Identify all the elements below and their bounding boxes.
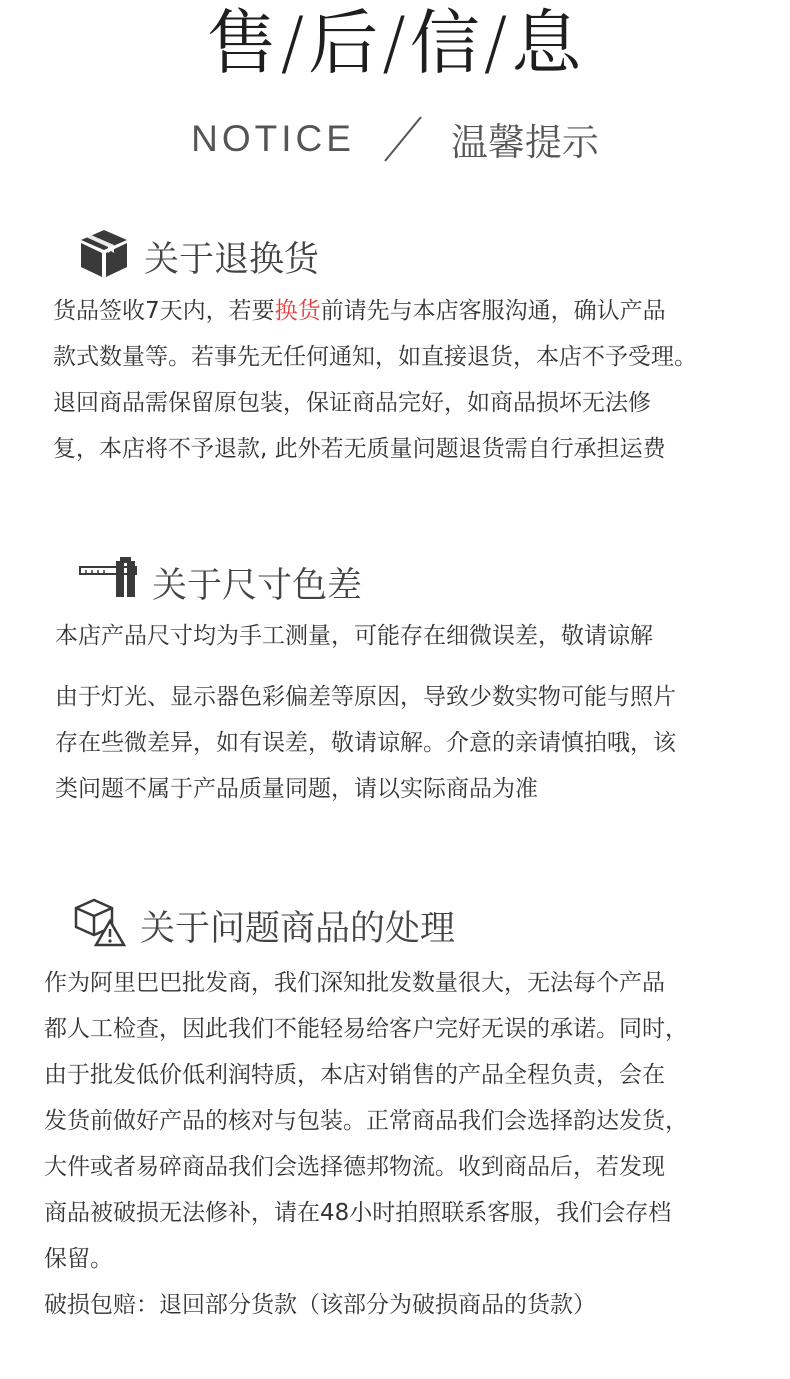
text-line: 存在些微差异，如有误差，敬请谅解。介意的亲请慎拍哦，该 — [55, 730, 676, 756]
text-span: 前请先与本店客服沟通，确认产品 — [320, 298, 666, 324]
color-diff-paragraph — [55, 674, 676, 812]
title-separator: / — [280, 2, 307, 84]
text-line: 保留。 — [44, 1246, 113, 1272]
subtitle-chinese: 温馨提示 — [450, 121, 599, 164]
text-line: 大件或者易碎商品我们会选择德邦物流。收到商品后，若发现 — [44, 1154, 665, 1180]
diagonal-divider — [381, 114, 425, 164]
title-char: 信 — [409, 2, 482, 84]
text-line: 作为阿里巴巴批发商，我们深知批发数量很大，无法每个产品 — [44, 970, 665, 996]
package-box-icon — [78, 227, 130, 288]
text-line: 由于灯光、显示器色彩偏差等原因，导致少数实物可能与照片 — [55, 684, 676, 710]
section-heading-returns — [78, 229, 319, 285]
text-line: 退回商品需保留原包装，保证商品完好，如商品损坏无法修 — [53, 390, 651, 416]
returns-paragraph — [53, 288, 697, 472]
page-title — [0, 0, 790, 86]
text-line: 复，本店将不予退款, 此外若无质量问题退货需自行承担运费 — [53, 436, 666, 462]
text-line: 类问题不属于产品质量同题，请以实际商品为准 — [55, 776, 538, 802]
text-line: 本店产品尺寸均为手工测量，可能存在细微误差，敬请谅解 — [55, 623, 653, 649]
section-heading-problem — [72, 898, 455, 954]
section-heading-text: 关于退换货 — [144, 240, 320, 280]
text-line: 款式数量等。若事先无任何通知，如直接退货，本店不予受理。 — [53, 344, 697, 370]
text-line: 发货前做好产品的核对与包装。正常商品我们会选择韵达发货， — [44, 1108, 688, 1134]
damaged-box-warning-icon — [72, 897, 126, 956]
section-heading-size — [78, 555, 362, 611]
title-char: 息 — [511, 2, 584, 84]
size-note-paragraph — [55, 613, 653, 659]
title-char: 后 — [308, 2, 381, 84]
text-line: 商品被破损无法修补，请在48小时拍照联系客服，我们会存档 — [44, 1200, 672, 1226]
text-line: 由于批发低价低利润特质，本店对销售的产品全程负责，会在 — [44, 1062, 665, 1088]
title-char: 售 — [206, 2, 279, 84]
subtitle — [0, 112, 790, 166]
text-line: 都人工检查，因此我们不能轻易给客户完好无误的承诺。同时， — [44, 1016, 688, 1042]
problem-goods-paragraph — [44, 960, 688, 1328]
text-line — [53, 288, 697, 334]
text-span: 货品签收7天内，若要 — [53, 298, 275, 324]
section-heading-text: 关于问题商品的处理 — [140, 909, 456, 949]
highlight-exchange: 换货 — [274, 298, 321, 324]
title-separator: / — [483, 2, 510, 84]
title-separator: / — [382, 2, 408, 84]
caliper-ruler-icon — [78, 557, 138, 610]
section-heading-text: 关于尺寸色差 — [152, 566, 363, 606]
text-line: 破损包赔：退回部分货款（该部分为破损商品的货款） — [44, 1292, 596, 1318]
subtitle-english: NOTICE — [191, 118, 355, 159]
